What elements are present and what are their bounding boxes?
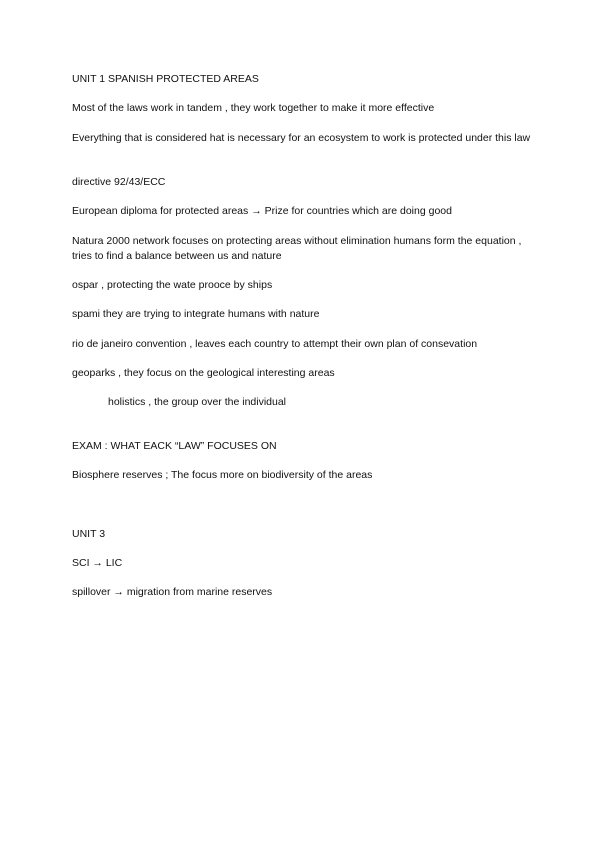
ospar-note: ospar , protecting the wate prooce by ships bbox=[72, 279, 273, 291]
rio-convention-note: rio de janeiro convention , leaves each country to attempt their own plan of consevation bbox=[72, 338, 478, 350]
biosphere-reserves-note: Biosphere reserves ; The focus more on biodiversity of the areas bbox=[72, 469, 373, 481]
spami-note: spami they are trying to integrate humans with nature bbox=[72, 308, 320, 320]
laws-tandem-note: Most of the laws work in tandem , they work together to make it more effective bbox=[72, 102, 435, 114]
geoparks-note: geoparks , they focus on the geological interesting areas bbox=[72, 367, 335, 379]
unit-1-heading: UNIT 1 SPANISH PROTECTED AREAS bbox=[72, 73, 259, 85]
holistics-note: holistics , the group over the individual bbox=[108, 396, 287, 408]
european-diploma-note: European diploma for protected areas → Prize for countries which are doing good bbox=[72, 205, 452, 217]
directive-note: directive 92/43/ECC bbox=[72, 176, 166, 188]
sci-lic-note: SCI → LIC bbox=[72, 557, 123, 569]
exam-heading: EXAM : WHAT EACK “LAW” FOCUSES ON bbox=[72, 440, 277, 452]
spillover-note: spillover → migration from marine reserves bbox=[72, 586, 273, 598]
unit-3-heading: UNIT 3 bbox=[72, 528, 106, 540]
ecosystem-protection-note: Everything that is considered hat is necessary for an ecosystem to work is protected under this law bbox=[72, 132, 531, 144]
natura-2000-note: Natura 2000 network focuses on protecting areas without elimination humans form the equation , tries to find a balance between us and nature bbox=[72, 235, 522, 262]
